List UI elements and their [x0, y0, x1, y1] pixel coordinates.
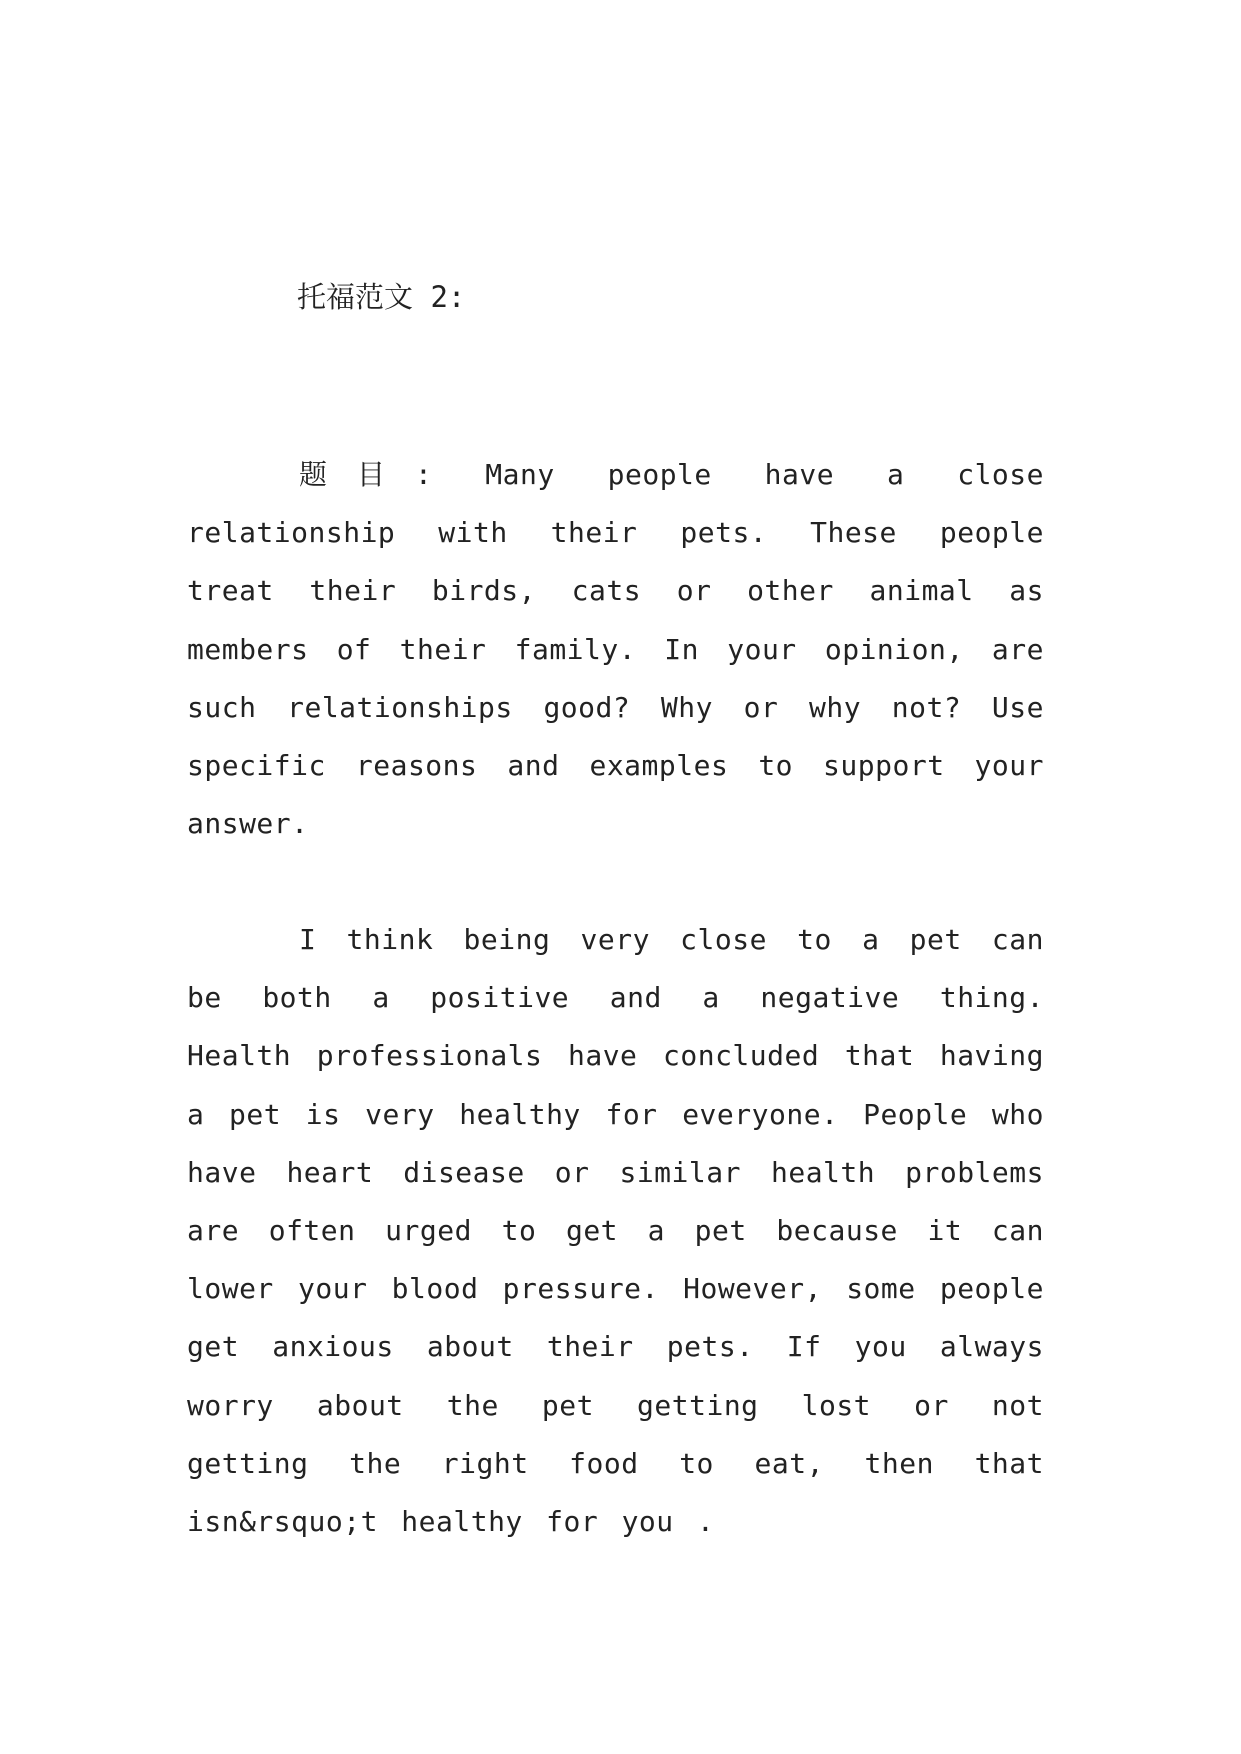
prompt-paragraph: 题目: Many people have a close relationship with their pets. These people treat their birds, cats or other animal as members of their family. In your opinion, are such relationships good? Why or why not? Use specific reasons and examples to support your answer. [187, 458, 1044, 841]
document-heading: 托福范文 2: [297, 280, 466, 314]
essay-paragraph: I think being very close to a pet can be both a positive and a negative thing. Health professionals have concluded that having a pet is very healthy for everyone. People who have heart disease or similar health problems are often urged to get a pet because it can lower your blood pressure. However, some people get anxious about their pets. If you always worry about the pet getting lost or not getting the right food to eat, then that isn&rsquo;t healthy for you . [187, 923, 1044, 1539]
